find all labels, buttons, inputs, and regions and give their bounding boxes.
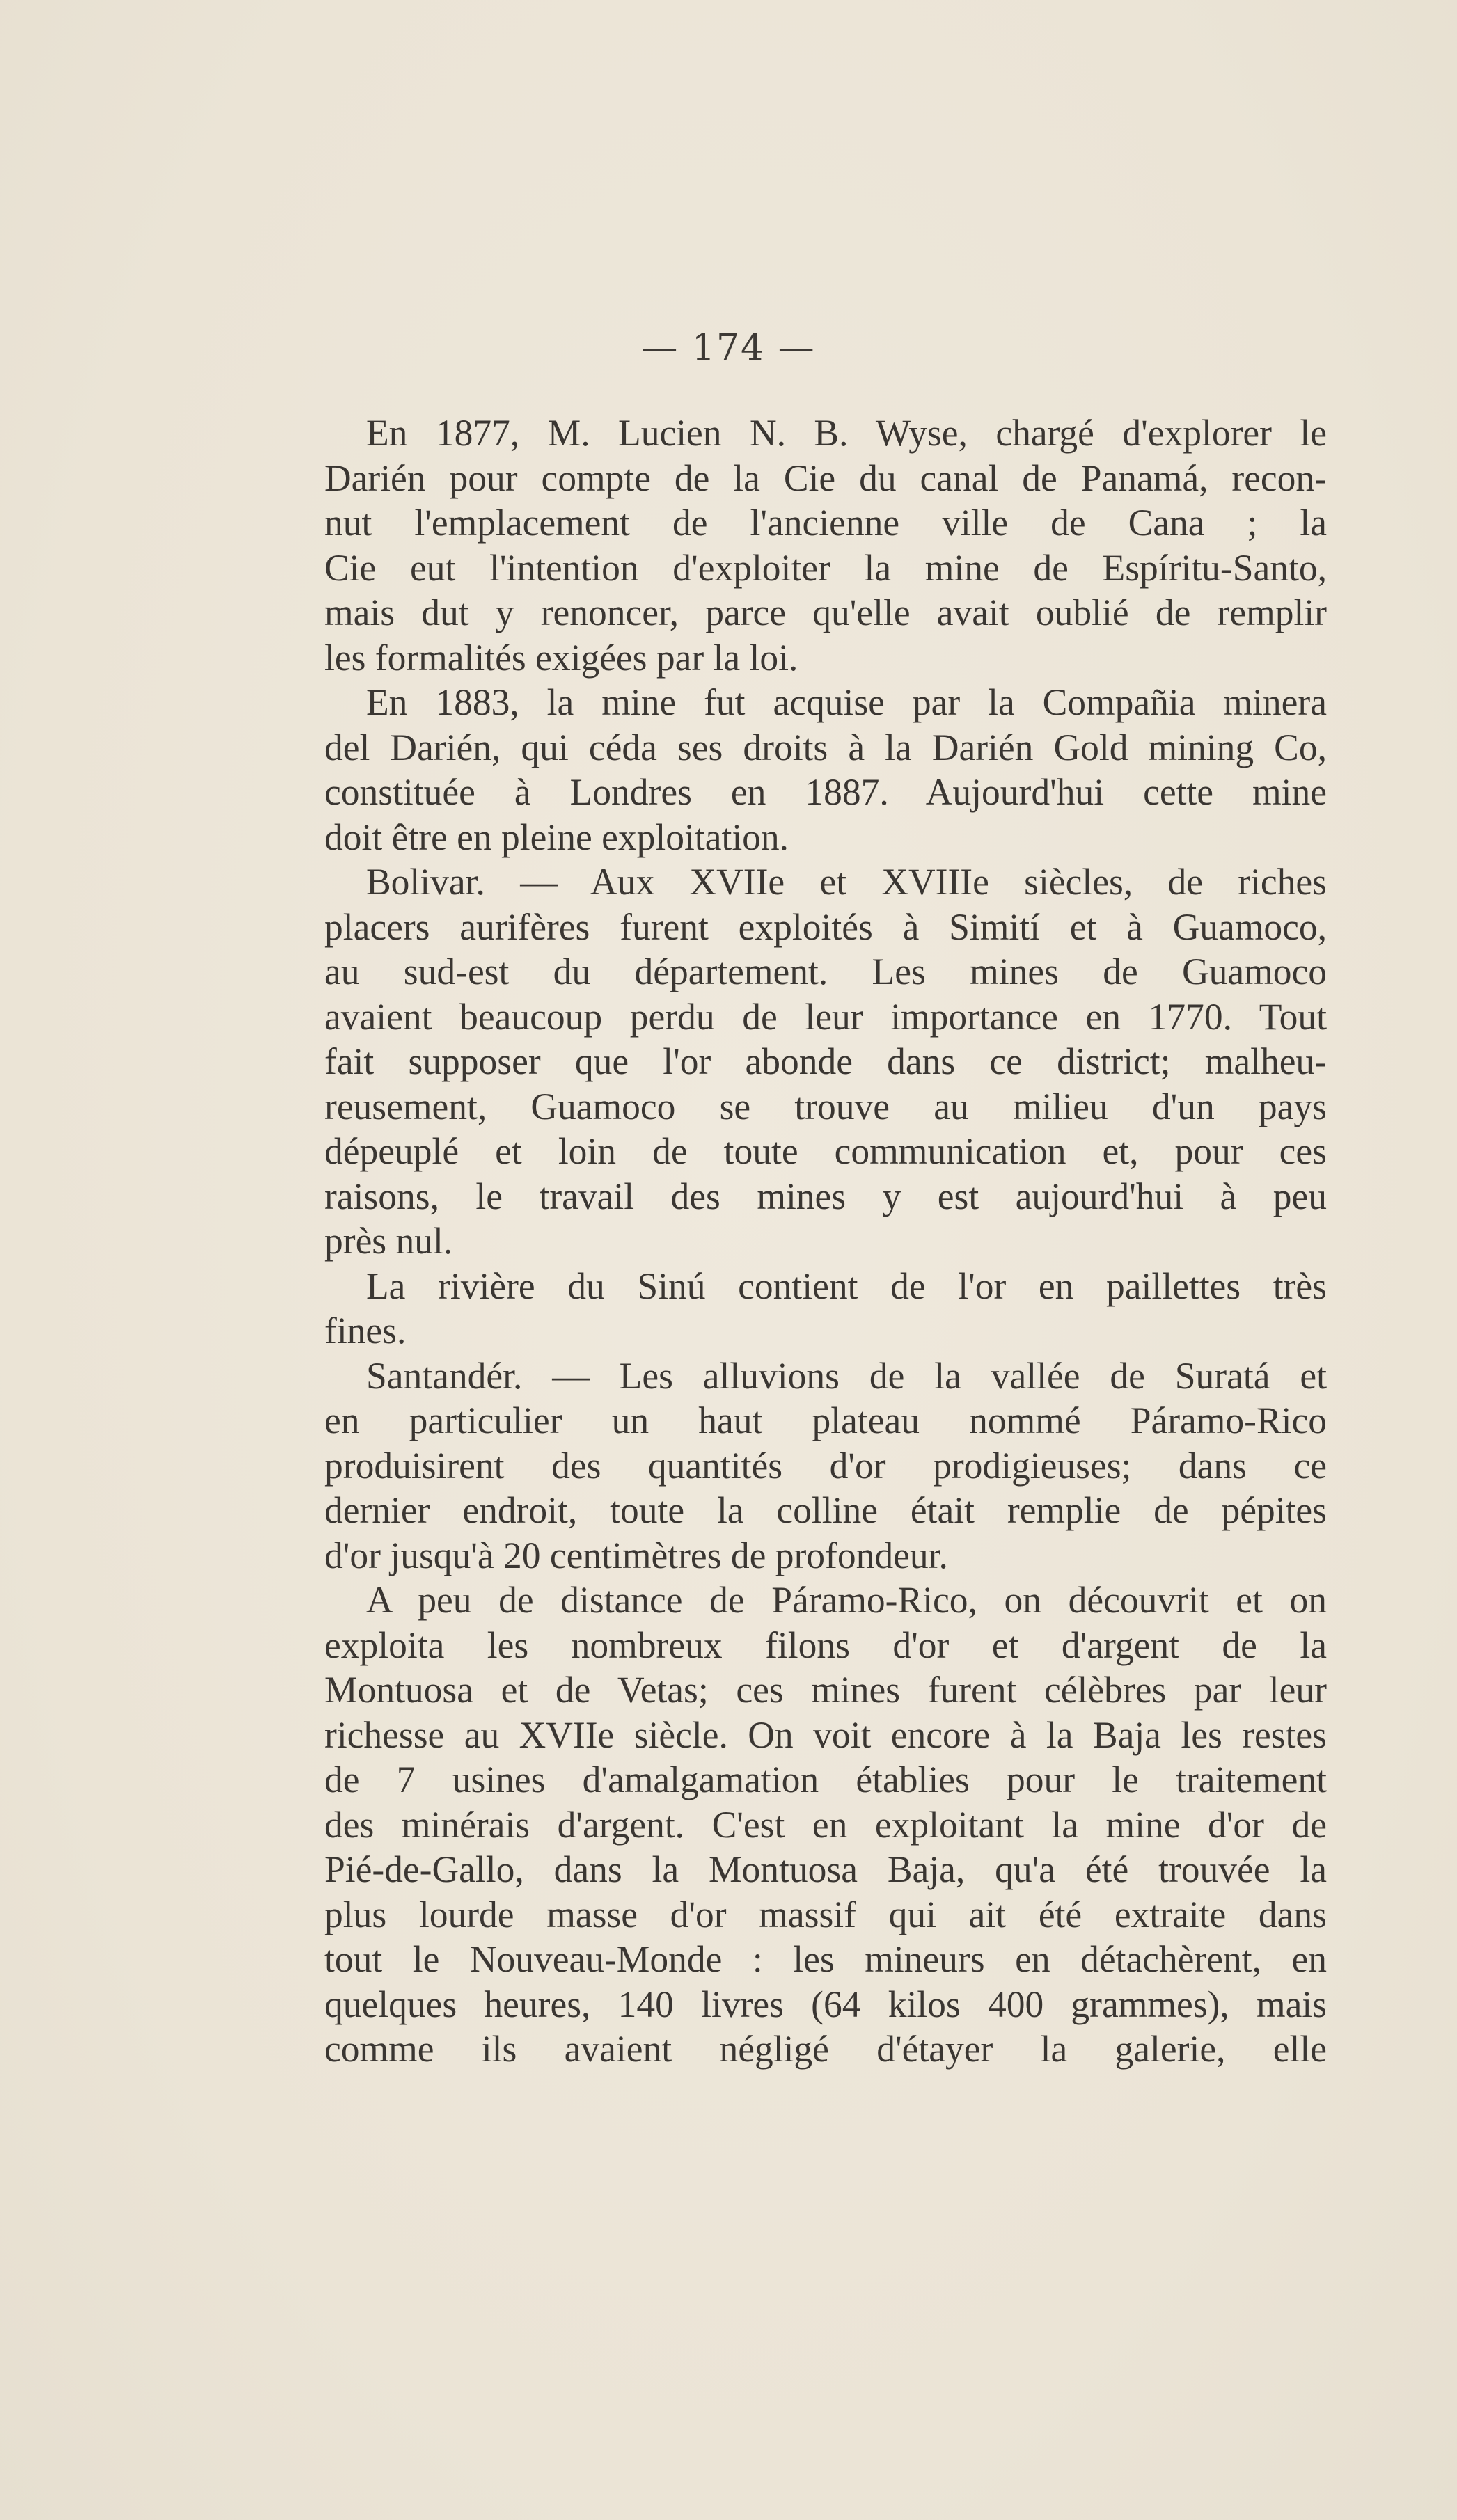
text-line: les formalités exigées par la loi. — [324, 636, 798, 679]
text-line: nut l'emplacement de l'ancienne ville de Cana ; la — [324, 502, 1327, 544]
text-line: constituée à Londres en 1887. Aujourd'hui cette mine — [324, 771, 1327, 813]
text-line: del Darién, qui céda ses droits à la Darién Gold mining Co, — [324, 726, 1327, 768]
text-line: fait supposer que l'or abonde dans ce district; malheu- — [324, 1040, 1327, 1082]
body-text — [324, 411, 1327, 2072]
text-line: placers aurifères furent exploités à Simití et à Guamoco, — [324, 905, 1327, 948]
text-line: exploita les nombreux filons d'or et d'argent de la — [324, 1624, 1327, 1666]
text-line: d'or jusqu'à 20 centimètres de profondeur. — [324, 1534, 948, 1576]
text-line: En 1877, M. Lucien N. B. Wyse, chargé d'explorer le — [366, 412, 1327, 454]
text-line: richesse au XVIIe siècle. On voit encore à la Baja les restes — [324, 1713, 1327, 1756]
text-line: comme ils avaient négligé d'étayer la galerie, elle — [324, 2028, 1327, 2070]
text-line: La rivière du Sinú contient de l'or en paillettes très — [366, 1265, 1327, 1307]
text-line: Santandér. — Les alluvions de la vallée de Suratá et — [366, 1354, 1327, 1397]
text-line: quelques heures, 140 livres (64 kilos 400 grammes), mais — [324, 1983, 1327, 2025]
text-line: Montuosa et de Vetas; ces mines furent célèbres par leur — [324, 1669, 1327, 1711]
text-line: des minérais d'argent. C'est en exploitant la mine d'or de — [324, 1803, 1327, 1846]
text-line: Pié-de-Gallo, dans la Montuosa Baja, qu'a été trouvée la — [324, 1848, 1327, 1890]
text-line: reusement, Guamoco se trouve au milieu d'un pays — [324, 1085, 1327, 1127]
text-line: Cie eut l'intention d'exploiter la mine de Espíritu-Santo, — [324, 546, 1327, 589]
text-line: en particulier un haut plateau nommé Páramo-Rico — [324, 1400, 1327, 1441]
text-line: de 7 usines d'amalgamation établies pour le traitement — [324, 1759, 1327, 1800]
text-line: fines. — [324, 1310, 407, 1352]
text-line: Bolivar. — Aux XVIIe et XVIIIe siècles, de riches — [366, 861, 1327, 903]
page-number: — 174 — — [641, 327, 816, 369]
text-line: au sud-est du département. Les mines de Guamoco — [324, 951, 1327, 992]
text-line: mais dut y renoncer, parce qu'elle avait oublié de remplir — [324, 592, 1327, 633]
text-line: dernier endroit, toute la colline était remplie de pépites — [324, 1489, 1327, 1531]
text-line: plus lourde masse d'or massif qui ait été extraite dans — [324, 1893, 1327, 1935]
text-line: près nul. — [324, 1220, 453, 1262]
text-line: Darién pour compte de la Cie du canal de Panamá, recon- — [324, 457, 1327, 499]
text-line: dépeuplé et loin de toute communication et, pour ces — [324, 1130, 1327, 1172]
text-line: raisons, le travail des mines y est aujourd'hui à peu — [324, 1175, 1327, 1217]
text-line: produisirent des quantités d'or prodigieuses; dans ce — [324, 1444, 1327, 1487]
text-line: doit être en pleine exploitation. — [324, 816, 789, 858]
text-line: A peu de distance de Páramo-Rico, on découvrit et on — [366, 1579, 1327, 1621]
text-line: En 1883, la mine fut acquise par la Compañia minera — [366, 681, 1327, 723]
text-line: avaient beaucoup perdu de leur importance en 1770. Tout — [324, 995, 1327, 1038]
text-line: tout le Nouveau-Monde : les mineurs en détachèrent, en — [324, 1938, 1327, 1980]
